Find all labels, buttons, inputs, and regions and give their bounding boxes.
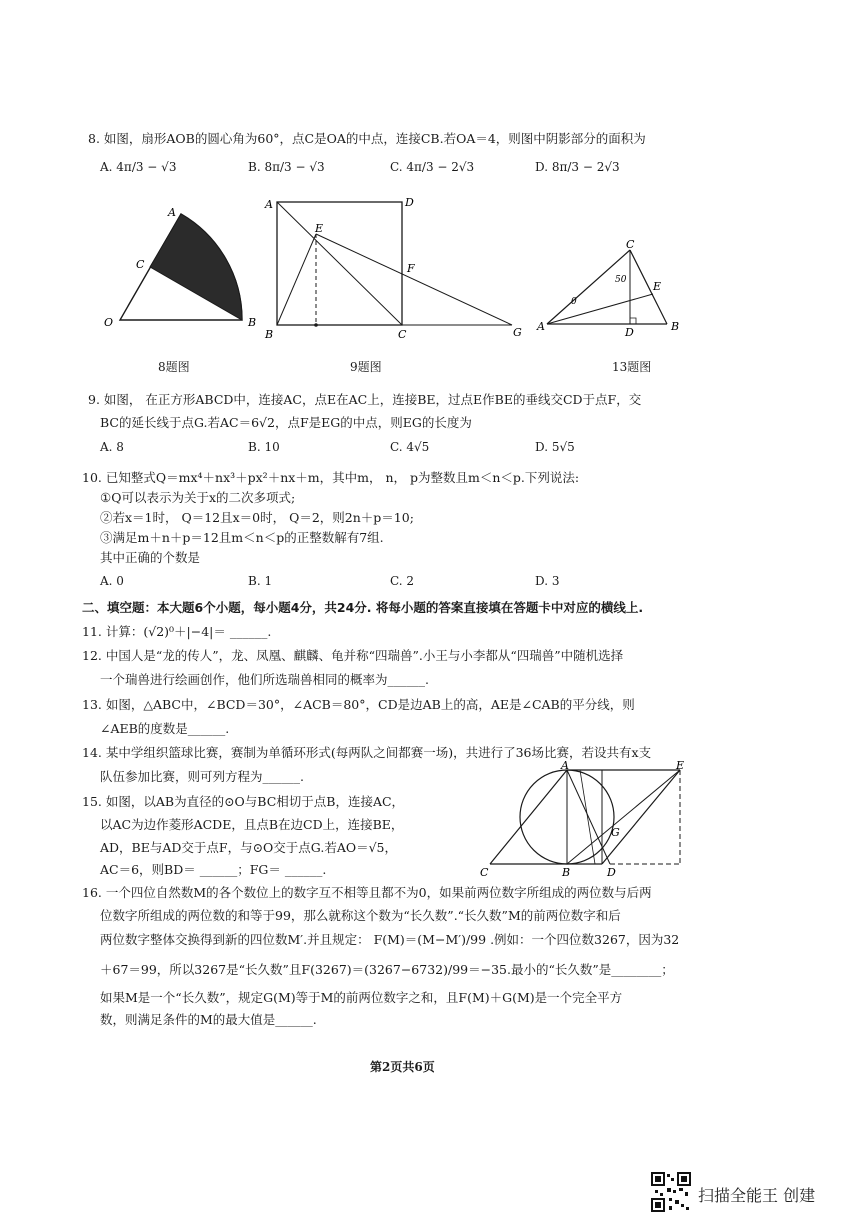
q15-line2: 以AC为边作菱形ACDE，且点B在边CD上，连接BE， — [100, 817, 404, 832]
q9-choice-b: B. 10 — [248, 440, 280, 454]
fig9-label-a: A — [265, 198, 273, 211]
q9-choice-c: C. 4√5 — [390, 440, 430, 454]
figure-15 — [480, 760, 690, 880]
q13-line2: ∠AEB的度数是______. — [100, 721, 230, 736]
fig13-label-c: C — [626, 238, 635, 251]
fig15-label-g: G — [611, 826, 620, 839]
q8-choice-c: C. 4π/3 − 2√3 — [390, 160, 475, 174]
fig13-angle-0: 0 — [571, 297, 577, 307]
q8-choice-d: D. 8π/3 − 2√3 — [535, 160, 620, 174]
fig9-label-c: C — [398, 328, 407, 341]
caption-fig13: 13题图 — [612, 360, 652, 374]
figure-13 — [535, 238, 685, 338]
q9-choice-d: D. 5√5 — [535, 440, 575, 454]
q10-choice-b: B. 1 — [248, 574, 273, 588]
fig9-label-e: E — [315, 222, 324, 235]
q16-line1: 16. 一个四位自然数M的各个数位上的数字互不相等且都不为0，如果前两位数字所组成的两位数与后两 — [82, 885, 652, 900]
q15-line1: 15. 如图，以AB为直径的⊙O与BC相切于点B，连接AC， — [82, 794, 405, 809]
fig13-angle-50: 50 — [615, 275, 627, 285]
scanner-watermark: 扫描全能王 创建 — [698, 1186, 816, 1205]
fig13-label-e: E — [653, 280, 662, 293]
fig9-label-g: G — [513, 326, 522, 339]
q10-line1: 10. 已知整式Q＝mx⁴＋nx³＋px²＋nx＋m，其中m， n， p为整数且m＜n＜p.下列说法: — [82, 470, 580, 485]
q11-text: 11. 计算：(√2)⁰＋|−4|＝ ______. — [82, 624, 272, 639]
caption-fig8: 8题图 — [158, 360, 190, 374]
q15-line4: AC＝6，则BD＝ ______；FG＝ ______. — [100, 862, 327, 877]
fig8-label-c: C — [136, 258, 145, 271]
q12-line1: 12. 中国人是“龙的传人”，龙、凤凰、麒麟、龟并称“四瑞兽”.小王与小李都从“四瑞兽”中随机选择 — [82, 648, 624, 663]
q14-line2: 队伍参加比赛，则可列方程为______. — [100, 769, 304, 784]
q13-line1: 13. 如图，△ABC中，∠BCD＝30°，∠ACB＝80°，CD是边AB上的高，AE是∠CAB的平分线，则 — [82, 697, 635, 712]
figure-8 — [100, 200, 265, 335]
fig15-label-a: A — [561, 760, 569, 772]
q10-choice-a: A. 0 — [100, 574, 124, 588]
fig15-label-d: D — [607, 866, 616, 879]
q8-text: 8. 如图，扇形AOB的圆心角为60°，点C是OA的中点，连接CB.若OA＝4，则图中阴影部分的面积为 — [88, 131, 646, 146]
fig9-label-b: B — [265, 328, 274, 341]
q16-line4: ＋67＝99，所以3267是“长久数”且F(3267)＝(3267−6732)/99＝−35.最小的“长久数”是________； — [100, 962, 674, 977]
q16-line6: 数，则满足条件的M的最大值是______. — [100, 1012, 317, 1027]
fig13-label-a: A — [537, 320, 545, 333]
fig9-label-d: D — [405, 196, 414, 209]
q16-line5: 如果M是一个“长久数”，规定G(M)等于M的前两位数字之和，且F(M)＋G(M)是一个完全平方 — [100, 990, 623, 1005]
q9-choice-a: A. 8 — [100, 440, 124, 454]
qr-code-icon — [651, 1172, 691, 1212]
fig15-label-e: E — [676, 760, 685, 772]
fig9-label-f: F — [407, 262, 415, 275]
fig8-label-a: A — [168, 206, 176, 219]
q10-line5: 其中正确的个数是 — [100, 550, 201, 565]
fig13-label-b: B — [671, 320, 680, 333]
q8-choice-b: B. 8π/3 − √3 — [248, 160, 325, 174]
q16-line3: 两位数字整体交换得到新的四位数M′.并且规定： F(M)＝(M−M′)/99 .例如：一个四位数3267，因为32 — [100, 932, 680, 947]
page-number: 第2页共6页 — [370, 1060, 435, 1074]
fig13-label-d: D — [625, 326, 634, 338]
q10-line3: ②若x＝1时， Q＝12且x＝0时， Q＝2，则2n＋p＝10; — [100, 510, 414, 525]
q9-line2: BC的延长线于点G.若AC＝6√2，点F是EG的中点，则EG的长度为 — [100, 415, 472, 430]
q8-choice-a: A. 4π/3 − √3 — [100, 160, 177, 174]
figure-9 — [262, 192, 532, 342]
q10-choice-d: D. 3 — [535, 574, 560, 588]
fig8-label-b: B — [248, 316, 257, 329]
fig15-label-b: B — [562, 866, 571, 879]
q16-line2: 位数字所组成的两位数的和等于99，那么就称这个数为“长久数”.“长久数”M的前两位数字和后 — [100, 908, 621, 923]
q15-line3: AD，BE与AD交于点F，与⊙O交于点G.若AO＝√5， — [100, 840, 398, 855]
q9-line1: 9. 如图， 在正方形ABCD中，连接AC，点E在AC上，连接BE，过点E作BE的垂线交CD于点F，交 — [88, 392, 642, 407]
fig15-label-c: C — [480, 866, 489, 879]
section-fill-in-heading: 二、填空题：本大题6个小题，每小题4分，共24分. 将每小题的答案直接填在答题卡中对应的横线上. — [82, 600, 644, 615]
q10-line4: ③满足m＋n＋p＝12且m＜n＜p的正整数解有7组. — [100, 530, 384, 545]
q14-line1: 14. 某中学组织篮球比赛，赛制为单循环形式(每两队之间都赛一场)，共进行了36场比赛，若设共有x支 — [82, 745, 652, 760]
q12-line2: 一个瑞兽进行绘画创作，他们所选瑞兽相同的概率为______. — [100, 672, 429, 687]
q10-choice-c: C. 2 — [390, 574, 415, 588]
fig8-label-o: O — [104, 316, 114, 329]
q10-line2: ①Q可以表示为关于x的二次多项式; — [100, 490, 296, 505]
caption-fig9: 9题图 — [350, 360, 382, 374]
